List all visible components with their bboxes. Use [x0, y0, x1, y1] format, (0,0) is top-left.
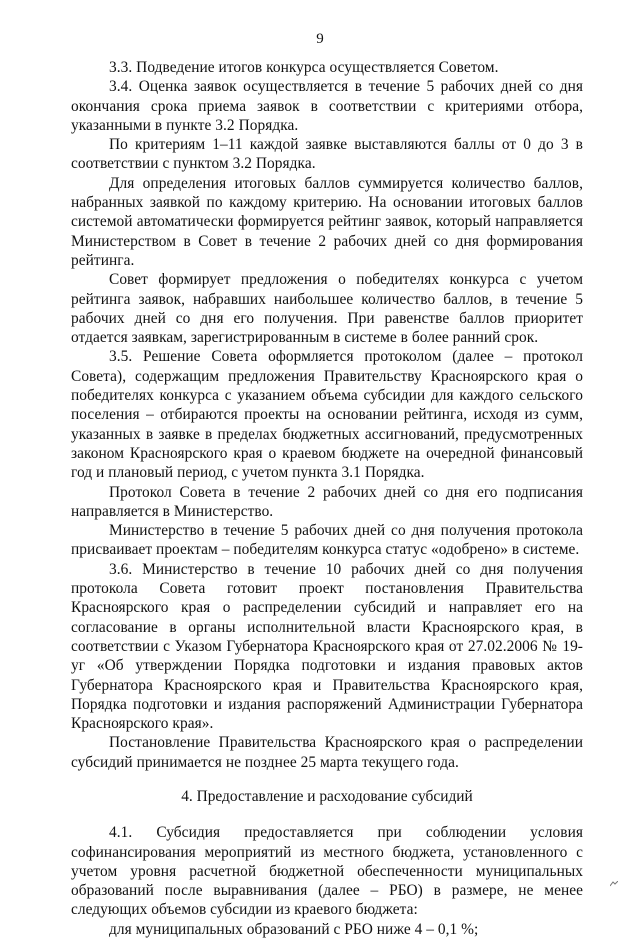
paragraph-criteria-scores: По критериям 1–11 каждой заявке выставляются баллы от 0 до 3 в соответствии с пунктом 3.2 Порядка.	[71, 136, 583, 173]
paragraph-3-3: 3.3. Подведение итогов конкурса осуществляется Советом.	[109, 59, 499, 76]
page-number: 9	[316, 31, 324, 47]
paragraph-protocol-sending: Протокол Совета в течение 2 рабочих дней со дня его подписания направляется в Министерство.	[71, 483, 583, 520]
paragraph-rbo-condition: для муниципальных образований с РБО ниже 4 – 0,1 %;	[109, 920, 479, 938]
paragraph-3-6: 3.6. Министерство в течение 10 рабочих дней со дня получения протокола Совета готовит проект постановления Правительства Красноярского края о распределении субсидий и направляет его на согласование в органы исполнительной власти Красноярского края, в соответствии с Указом Губернатора Красноярского края от 27.02.2006 № 19-уг «Об утверждении Порядка подготовки и издания правовых актов Губернатора Красноярского края и Правительства Красноярского края, Порядка подготовки и издания распоряжений Администрации Губернатора Красноярского края».	[71, 560, 583, 733]
paragraph-3-5: 3.5. Решение Совета оформляется протоколом (далее – протокол Совета), содержащим предложения Правительству Красноярского края о победителях конкурса с указанием объема субсидии для каждого сельского поселения – отбираются проекты на основании рейтинга, исходя из сумм, указанных в заявке в пределах бюджетных ассигнований, предусмотренных законом Красноярского края о краевом бюджете на очередной финансовый год и плановый период, с учетом пункта 3.1 Порядка.	[71, 348, 583, 482]
paragraph-council-proposals: Совет формирует предложения о победителях конкурса с учетом рейтинга заявок, набравших наибольшее количество баллов, в течение 5 рабочих дней со дня его получения. При равенстве баллов приоритет отдается заявкам, зарегистрированным в системе в более ранний срок.	[71, 271, 583, 347]
page-body	[71, 58, 583, 939]
paragraph-3-4: 3.4. Оценка заявок осуществляется в течение 5 рабочих дней со дня окончания срока приема заявок в соответствии с критериями отбора, указанными в пункте 3.2 Порядка.	[71, 78, 583, 134]
paragraph-total-scores: Для определения итоговых баллов суммируется количество баллов, набранных заявкой по каждому критерию. На основании итоговых баллов системой автоматически формируется рейтинг заявок, который направляется Министерством в Совет в течение 2 рабочих дней со дня формирования рейтинга.	[71, 174, 583, 269]
paragraph-resolution-deadline: Постановление Правительства Красноярского края о распределении субсидий принимается не позднее 25 марта текущего года.	[71, 734, 583, 771]
paragraph-4-1: 4.1. Субсидия предоставляется при соблюдении условия софинансирования мероприятий из местного бюджета, установленного с учетом уровня расчетной бюджетной обеспеченности муниципальных образований после выравнивания (далее – РБО) в размере, не менее следующих объемов субсидии из краевого бюджета:	[71, 824, 583, 919]
scan-mark-icon	[610, 881, 618, 887]
section-heading: 4. Предоставление и расходование субсидий	[181, 787, 473, 805]
paragraph-approved-status: Министерство в течение 5 рабочих дней со дня получения протокола присваивает проектам – победителям конкурса статус «одобрено» в системе.	[71, 522, 583, 559]
